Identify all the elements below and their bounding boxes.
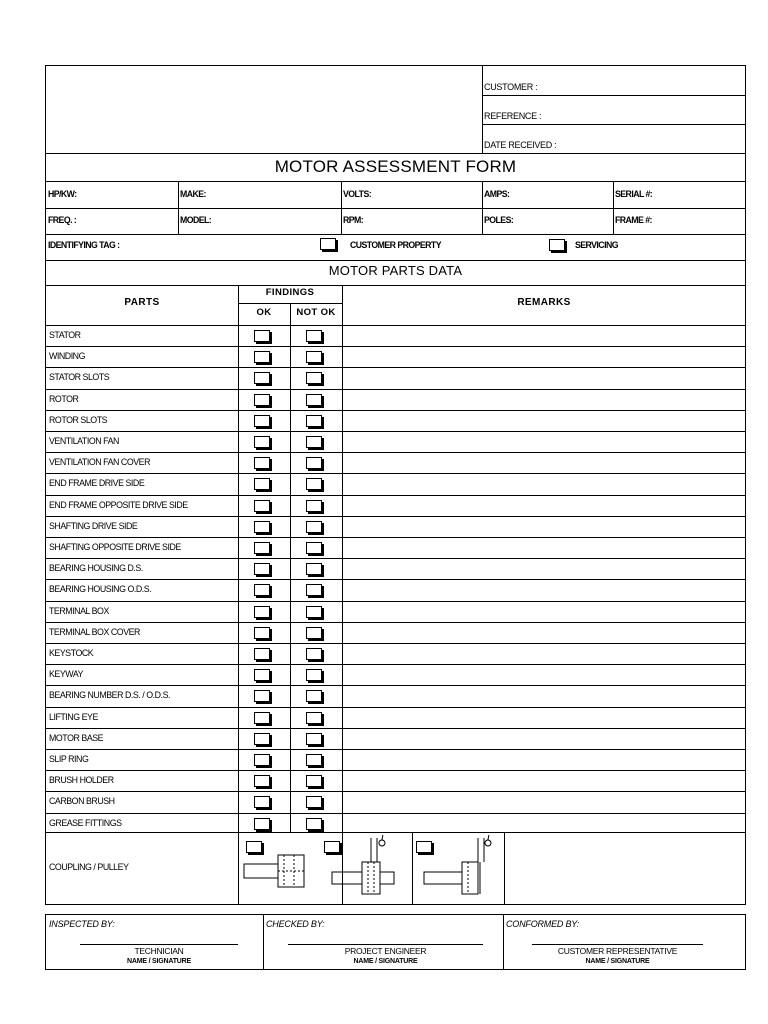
not-ok-checkbox[interactable] xyxy=(306,775,322,787)
ok-checkbox[interactable] xyxy=(254,394,270,406)
engineer-signature-line[interactable] xyxy=(288,944,483,945)
poles-label: POLES: xyxy=(484,215,514,226)
technician-signature-line[interactable] xyxy=(80,944,238,945)
ok-checkbox[interactable] xyxy=(254,712,270,724)
title-top-line xyxy=(46,153,746,154)
serial-label: SERIAL #: xyxy=(615,189,653,200)
remarks-header: REMARKS xyxy=(517,297,571,308)
ok-checkbox[interactable] xyxy=(254,542,270,554)
remarks-cell[interactable] xyxy=(343,411,745,430)
signature-divider xyxy=(503,915,504,970)
ok-checkbox[interactable] xyxy=(254,500,270,512)
header-line xyxy=(482,124,746,125)
model-label: MODEL: xyxy=(180,215,212,226)
remarks-cell[interactable] xyxy=(343,326,745,345)
remarks-cell[interactable] xyxy=(343,453,745,472)
part-name: END FRAME DRIVE SIDE xyxy=(49,478,145,490)
identifying-tag-label: IDENTIFYING TAG : xyxy=(48,240,120,251)
part-name: KEYWAY xyxy=(49,669,84,681)
ok-checkbox[interactable] xyxy=(254,584,270,596)
not-ok-checkbox[interactable] xyxy=(306,690,322,702)
part-name: STATOR xyxy=(49,330,81,341)
inspected-by-label: INSPECTED BY: xyxy=(49,919,115,929)
customer-signature-line[interactable] xyxy=(532,944,703,945)
hp-kw-label: HP/KW: xyxy=(48,189,77,200)
tag-bottom-line xyxy=(46,260,746,261)
part-name: MOTOR BASE xyxy=(49,732,104,744)
spec-divider xyxy=(482,181,483,234)
project-engineer-role: PROJECT ENGINEER xyxy=(344,946,427,956)
ok-checkbox[interactable] xyxy=(254,606,270,618)
remarks-cell[interactable] xyxy=(343,390,745,409)
conformed-by-label: CONFORMED BY: xyxy=(506,919,580,929)
ok-checkbox[interactable] xyxy=(254,796,270,808)
remarks-cell[interactable] xyxy=(343,474,745,493)
pulley-end-icon xyxy=(418,832,502,896)
not-ok-checkbox[interactable] xyxy=(306,584,322,596)
not-ok-checkbox[interactable] xyxy=(306,712,322,724)
part-name: STATOR SLOTS xyxy=(49,372,110,384)
remarks-cell[interactable] xyxy=(343,559,745,578)
technician-name-signature: NAME / SIGNATURE xyxy=(127,958,191,965)
remarks-cell[interactable] xyxy=(343,623,745,642)
coupling-straight-icon xyxy=(242,851,314,891)
not-ok-checkbox[interactable] xyxy=(306,627,322,639)
ok-checkbox[interactable] xyxy=(254,478,270,490)
ok-header: OK xyxy=(256,307,272,318)
remarks-cell[interactable] xyxy=(343,644,745,663)
ok-checkbox[interactable] xyxy=(254,648,270,660)
ok-checkbox[interactable] xyxy=(254,457,270,469)
ok-checkbox[interactable] xyxy=(254,669,270,681)
part-name: VENTILATION FAN xyxy=(49,436,119,447)
ok-checkbox[interactable] xyxy=(254,436,270,448)
signature-block xyxy=(45,914,746,970)
part-name: SLIP RING xyxy=(49,754,89,765)
remarks-cell[interactable] xyxy=(343,602,745,621)
part-name: SHAFTING DRIVE SIDE xyxy=(49,520,138,532)
technician-role: TECHNICIAN xyxy=(134,946,184,956)
ok-checkbox[interactable] xyxy=(254,521,270,533)
not-ok-checkbox[interactable] xyxy=(306,500,322,512)
not-ok-checkbox[interactable] xyxy=(306,394,322,406)
remarks-cell[interactable] xyxy=(343,792,745,811)
ok-checkbox[interactable] xyxy=(254,330,270,342)
spec-line xyxy=(46,234,746,235)
motor-assessment-form xyxy=(45,65,746,905)
remarks-cell[interactable] xyxy=(343,665,745,684)
remarks-cell[interactable] xyxy=(343,368,745,387)
coupling-divider xyxy=(238,832,239,905)
part-name: ROTOR SLOTS xyxy=(49,414,108,426)
customer-property-label: CUSTOMER PROPERTY xyxy=(350,240,441,251)
remarks-cell[interactable] xyxy=(343,347,745,366)
part-name: ROTOR xyxy=(49,393,79,405)
volts-label: VOLTS: xyxy=(343,189,372,200)
part-name: VENTILATION FAN COVER xyxy=(49,457,151,469)
spec-line xyxy=(46,208,746,209)
part-name: TERMINAL BOX COVER xyxy=(49,626,140,638)
signature-divider xyxy=(263,915,264,970)
not-ok-checkbox[interactable] xyxy=(306,796,322,808)
customer-representative-role: CUSTOMER REPRESENTATIVE xyxy=(557,946,678,956)
not-ok-checkbox[interactable] xyxy=(306,818,322,830)
frame-label: FRAME #: xyxy=(615,215,652,226)
page-title: MOTOR ASSESSMENT FORM xyxy=(274,157,517,176)
spec-divider xyxy=(178,181,179,234)
part-name: SHAFTING OPPOSITE DRIVE SIDE xyxy=(49,542,181,553)
ok-checkbox[interactable] xyxy=(254,754,270,766)
findings-line xyxy=(238,303,342,304)
date-received-label: DATE RECEIVED : xyxy=(484,140,557,150)
rpm-label: RPM: xyxy=(343,215,364,226)
not-ok-header: NOT OK xyxy=(296,307,336,318)
part-name: KEYSTOCK xyxy=(49,648,94,659)
not-ok-checkbox[interactable] xyxy=(306,521,322,533)
not-ok-checkbox[interactable] xyxy=(306,754,322,766)
coupling-pulley-label: COUPLING / PULLEY xyxy=(49,862,129,873)
spec-divider xyxy=(613,181,614,234)
ok-column-divider xyxy=(290,303,291,832)
header-divider xyxy=(482,66,483,153)
not-ok-checkbox[interactable] xyxy=(306,733,322,745)
ok-checkbox[interactable] xyxy=(254,627,270,639)
not-ok-checkbox[interactable] xyxy=(306,457,322,469)
part-name: WINDING xyxy=(49,351,86,363)
part-name: LIFTING EYE xyxy=(49,711,98,723)
not-ok-checkbox[interactable] xyxy=(306,669,322,681)
customer-label: CUSTOMER : xyxy=(484,82,538,92)
remarks-cell[interactable] xyxy=(343,708,745,727)
remarks-cell[interactable] xyxy=(343,686,745,705)
servicing-checkbox[interactable] xyxy=(549,239,565,251)
ok-checkbox[interactable] xyxy=(254,690,270,702)
checked-by-label: CHECKED BY: xyxy=(266,919,325,929)
ok-checkbox[interactable] xyxy=(254,733,270,745)
ok-checkbox[interactable] xyxy=(254,563,270,575)
header-line xyxy=(482,95,746,96)
not-ok-checkbox[interactable] xyxy=(306,478,322,490)
section-title-line xyxy=(46,285,746,286)
part-name: CARBON BRUSH xyxy=(49,796,115,808)
ok-checkbox[interactable] xyxy=(254,372,270,384)
ok-checkbox[interactable] xyxy=(254,818,270,830)
part-name: BRUSH HOLDER xyxy=(49,775,114,787)
section-title: MOTOR PARTS DATA xyxy=(328,263,463,278)
remarks-cell[interactable] xyxy=(343,517,745,536)
remarks-cell[interactable] xyxy=(343,771,745,790)
ok-checkbox[interactable] xyxy=(254,415,270,427)
not-ok-checkbox[interactable] xyxy=(306,330,322,342)
amps-label: AMPS: xyxy=(484,189,510,200)
not-ok-checkbox[interactable] xyxy=(306,372,322,384)
title-bottom-line xyxy=(46,181,746,182)
part-name: BEARING NUMBER D.S. / O.D.S. xyxy=(49,690,171,702)
make-label: MAKE: xyxy=(180,189,206,200)
freq-label: FREQ. : xyxy=(48,215,77,226)
reference-label: REFERENCE : xyxy=(484,111,542,121)
part-name: BEARING HOUSING D.S. xyxy=(49,563,143,575)
not-ok-checkbox[interactable] xyxy=(306,606,322,618)
servicing-label: SERVICING xyxy=(575,240,618,251)
part-name: GREASE FITTINGS xyxy=(49,817,122,829)
ok-checkbox[interactable] xyxy=(254,775,270,787)
parts-header: PARTS xyxy=(124,297,160,308)
coupling-divider xyxy=(412,832,413,905)
coupling-divider xyxy=(504,832,505,905)
not-ok-checkbox[interactable] xyxy=(306,542,322,554)
spec-divider xyxy=(341,181,342,234)
part-name: TERMINAL BOX xyxy=(49,605,109,617)
remarks-cell[interactable] xyxy=(343,750,745,769)
not-ok-checkbox[interactable] xyxy=(306,415,322,427)
remarks-cell[interactable] xyxy=(343,538,745,557)
remarks-cell[interactable] xyxy=(343,729,745,748)
remarks-cell[interactable] xyxy=(343,496,745,515)
ok-checkbox[interactable] xyxy=(254,351,270,363)
customer-name-signature: NAME / SIGNATURE xyxy=(585,958,650,965)
not-ok-checkbox[interactable] xyxy=(306,648,322,660)
not-ok-checkbox[interactable] xyxy=(306,436,322,448)
part-name: BEARING HOUSING O.D.S. xyxy=(49,584,152,596)
customer-property-checkbox[interactable] xyxy=(320,238,336,250)
remarks-cell[interactable] xyxy=(343,814,745,833)
part-name: END FRAME OPPOSITE DRIVE SIDE xyxy=(49,499,188,511)
engineer-name-signature: NAME / SIGNATURE xyxy=(353,958,418,965)
not-ok-checkbox[interactable] xyxy=(306,351,322,363)
not-ok-checkbox[interactable] xyxy=(306,563,322,575)
findings-header: FINDINGS xyxy=(265,287,315,298)
remarks-cell[interactable] xyxy=(343,432,745,451)
remarks-cell[interactable] xyxy=(343,580,745,599)
pulley-center-icon xyxy=(326,832,406,896)
